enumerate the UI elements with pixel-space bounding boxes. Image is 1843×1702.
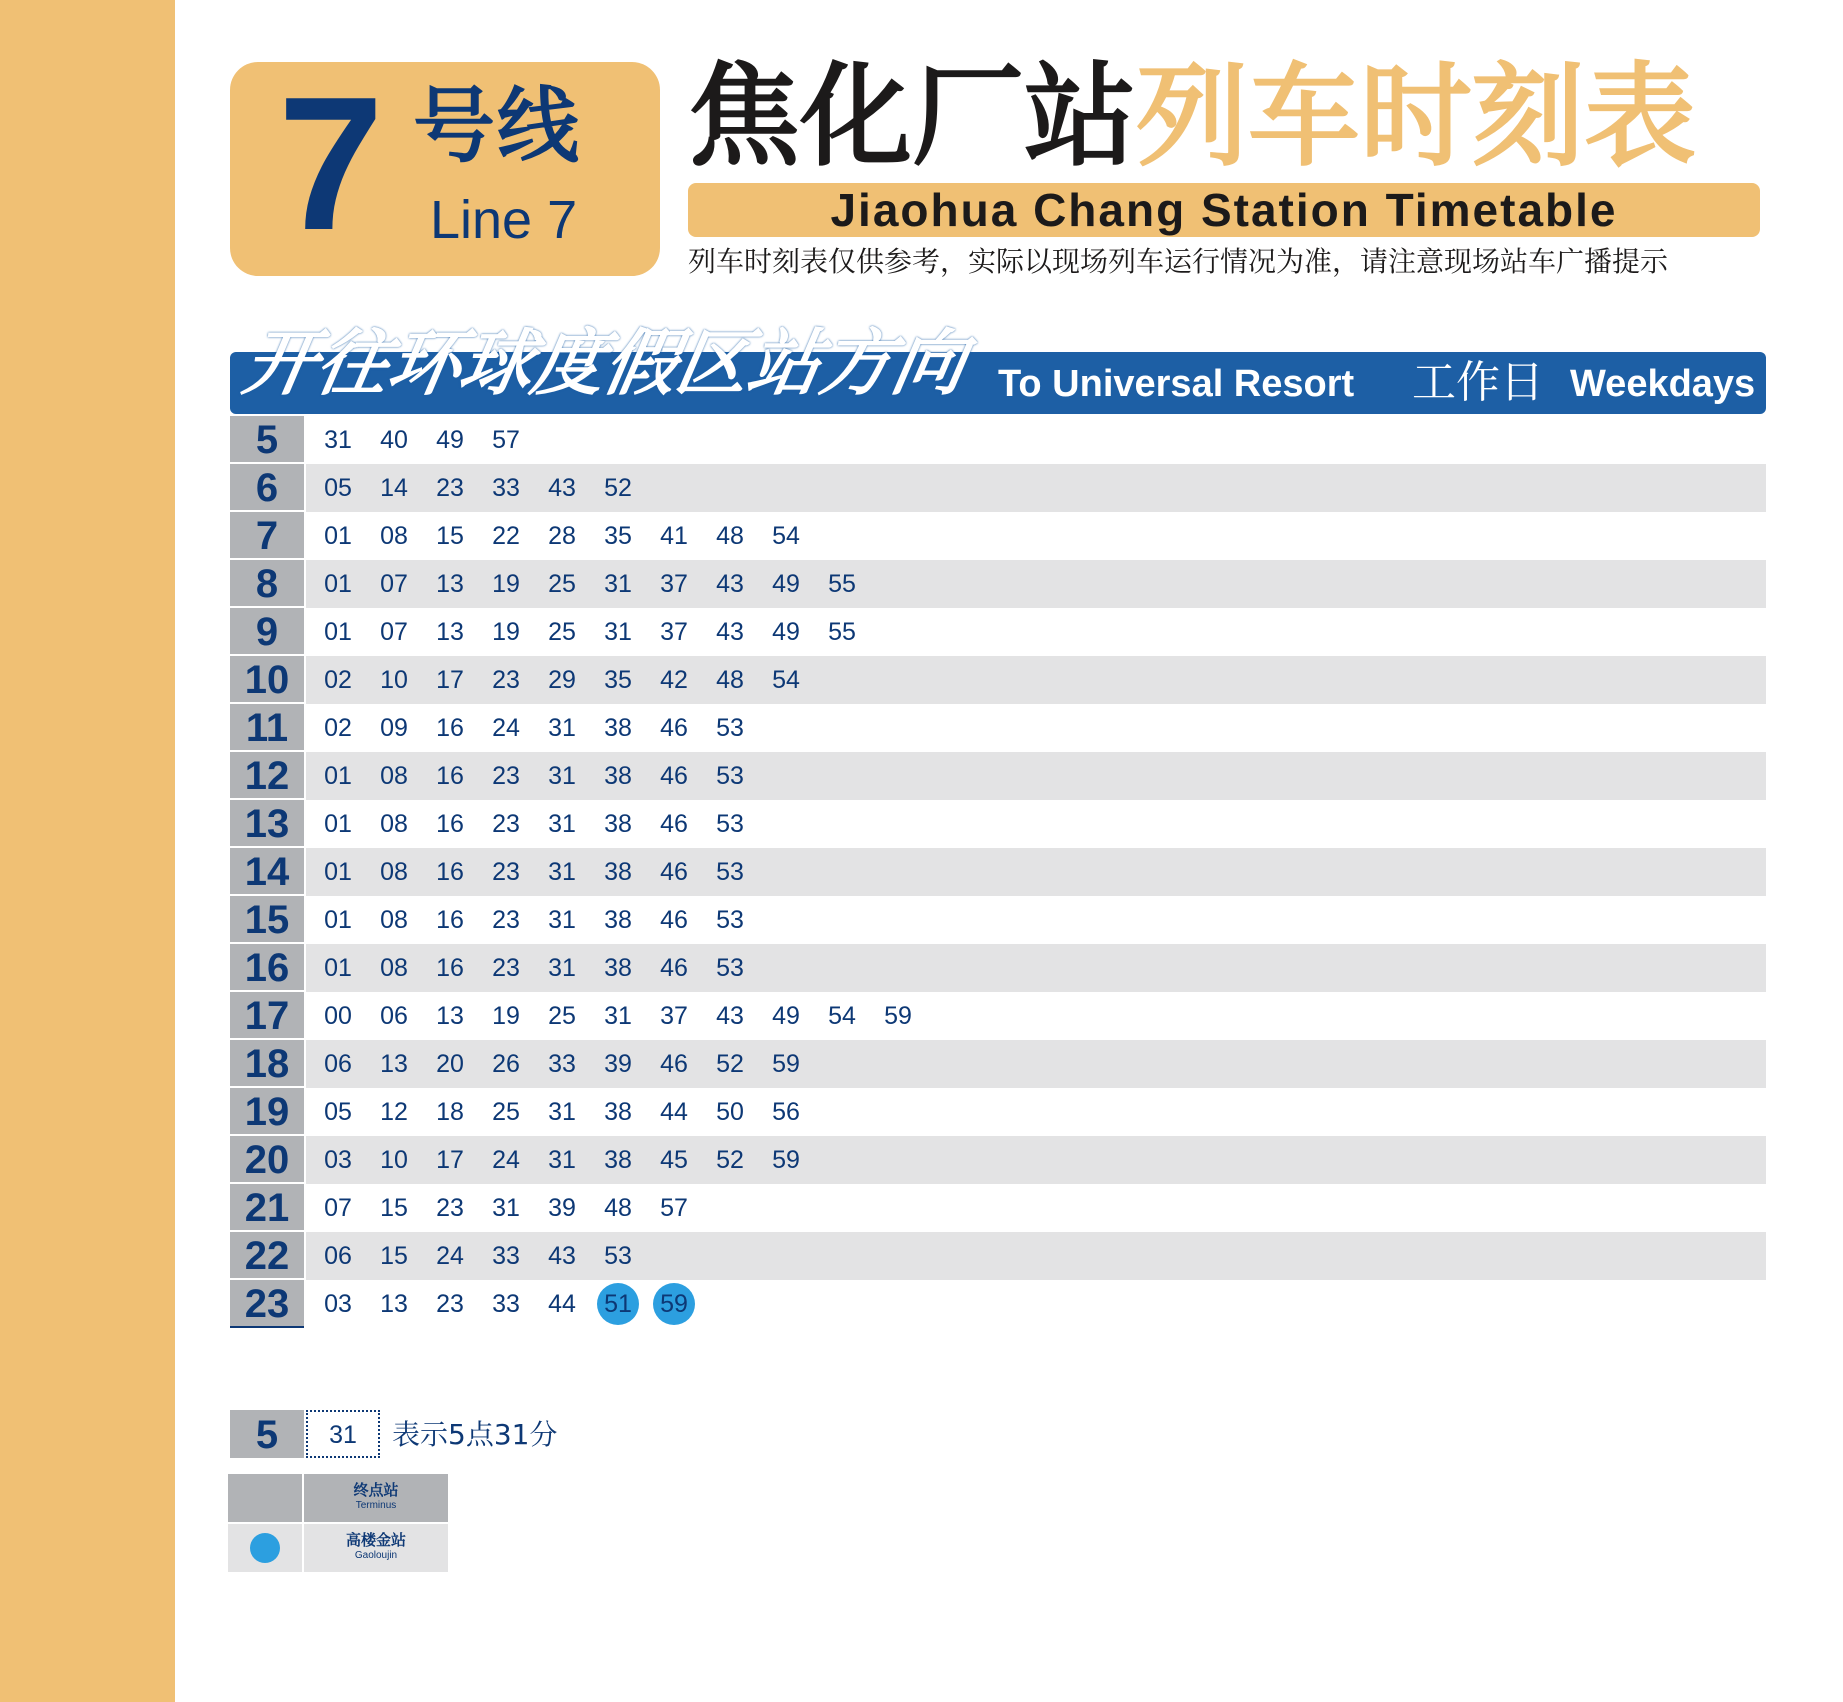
minute-cell: 38 <box>604 1146 632 1174</box>
minute-cell: 08 <box>380 954 408 982</box>
station-name-cn: 焦化厂站 <box>688 52 1136 182</box>
minute-cell: 14 <box>380 474 408 502</box>
minute-cell: 38 <box>604 810 632 838</box>
minute-cell: 00 <box>324 1002 352 1030</box>
key-station-label <box>304 1524 448 1572</box>
minute-cell: 25 <box>492 1098 520 1126</box>
minute-cell: 43 <box>548 1242 576 1270</box>
minute-cell: 42 <box>660 666 688 694</box>
minute-cell: 09 <box>380 714 408 742</box>
minute-cell: 31 <box>548 906 576 934</box>
legend-hour: 5 <box>230 1410 304 1458</box>
minute-cell-terminus: 59 <box>652 1280 696 1328</box>
hour-cell: 13 <box>230 800 304 848</box>
minute-cell: 53 <box>716 714 744 742</box>
minute-cell: 06 <box>380 1002 408 1030</box>
timetable-row <box>230 800 1766 848</box>
minute-cell: 53 <box>716 858 744 886</box>
minute-cell: 05 <box>324 1098 352 1126</box>
minute-cell: 10 <box>380 666 408 694</box>
timetable-row <box>230 1280 1766 1328</box>
minute-cell: 37 <box>660 1002 688 1030</box>
minute-cell: 31 <box>548 954 576 982</box>
minute-cell: 08 <box>380 858 408 886</box>
minute-cell: 46 <box>660 714 688 742</box>
timetable-row <box>230 512 1766 560</box>
minute-cell: 19 <box>492 570 520 598</box>
minute-cell: 15 <box>380 1194 408 1222</box>
minute-cell: 02 <box>324 666 352 694</box>
minute-cell: 41 <box>660 522 688 550</box>
minute-cell: 59 <box>772 1146 800 1174</box>
minute-cell: 43 <box>716 618 744 646</box>
minute-cell: 23 <box>436 1290 464 1318</box>
minute-cell: 31 <box>548 858 576 886</box>
day-type-en: Weekdays <box>1570 363 1756 405</box>
minute-cell: 38 <box>604 954 632 982</box>
minute-cell: 49 <box>772 618 800 646</box>
minute-cell: 48 <box>716 666 744 694</box>
minute-cell: 20 <box>436 1050 464 1078</box>
minute-cell: 54 <box>828 1002 856 1030</box>
minute-cell: 17 <box>436 666 464 694</box>
minute-cell: 01 <box>324 570 352 598</box>
minute-cell: 23 <box>436 474 464 502</box>
minute-cell: 40 <box>380 426 408 454</box>
legend-text: 表示5点31分 <box>392 1418 558 1451</box>
line-number: 7 <box>278 58 384 270</box>
minute-cell: 13 <box>380 1290 408 1318</box>
minute-cell: 03 <box>324 1146 352 1174</box>
key-symbol-cell <box>228 1524 302 1572</box>
terminus-key <box>228 1474 448 1574</box>
timetable-row <box>230 560 1766 608</box>
timetable-row <box>230 656 1766 704</box>
minute-cell: 37 <box>660 618 688 646</box>
minute-cell: 23 <box>492 810 520 838</box>
minute-cell: 38 <box>604 714 632 742</box>
hour-cell: 21 <box>230 1184 304 1232</box>
minute-cell: 26 <box>492 1050 520 1078</box>
timetable-row <box>230 1184 1766 1232</box>
minute-cell: 29 <box>548 666 576 694</box>
minute-cell: 01 <box>324 858 352 886</box>
minute-cell: 50 <box>716 1098 744 1126</box>
key-header-row <box>228 1474 448 1522</box>
minute-cell: 23 <box>492 954 520 982</box>
minute-cell: 08 <box>380 906 408 934</box>
minute-cell: 01 <box>324 810 352 838</box>
minute-cell: 46 <box>660 810 688 838</box>
minute-cell: 48 <box>604 1194 632 1222</box>
minute-cell: 46 <box>660 858 688 886</box>
timetable-row <box>230 1040 1766 1088</box>
minute-cell: 46 <box>660 954 688 982</box>
minute-cell: 13 <box>436 570 464 598</box>
minute-cell: 54 <box>772 522 800 550</box>
key-station-cn: 高楼金站 <box>345 1531 406 1549</box>
hour-cell: 23 <box>230 1280 304 1328</box>
minute-cell: 01 <box>324 618 352 646</box>
minute-cell: 02 <box>324 714 352 742</box>
minute-cell: 18 <box>436 1098 464 1126</box>
minute-cell: 22 <box>492 522 520 550</box>
timetable-row <box>230 416 1766 464</box>
minute-cell: 52 <box>604 474 632 502</box>
page-title-en: Jiaohua Chang Station Timetable <box>830 184 1618 236</box>
notice-text: 列车时刻表仅供参考，实际以现场列车运行情况为准，请注意现场站车广播提示 <box>688 245 1669 278</box>
minute-cell: 43 <box>716 1002 744 1030</box>
minute-cell: 31 <box>324 426 352 454</box>
minute-cell: 38 <box>604 762 632 790</box>
minute-cell: 31 <box>548 762 576 790</box>
hour-cell: 18 <box>230 1040 304 1088</box>
minute-cell: 44 <box>660 1098 688 1126</box>
timetable-row <box>230 752 1766 800</box>
minute-cell: 52 <box>716 1146 744 1174</box>
line-badge <box>230 58 660 276</box>
minute-cell: 01 <box>324 906 352 934</box>
minute-cell: 01 <box>324 762 352 790</box>
minute-cell: 07 <box>380 570 408 598</box>
minute-cell: 15 <box>436 522 464 550</box>
key-header-cn: 终点站 <box>353 1481 399 1499</box>
hour-cell: 15 <box>230 896 304 944</box>
direction-en: To Universal Resort <box>998 363 1355 405</box>
hour-cell: 20 <box>230 1136 304 1184</box>
line-label-cn: 号线 <box>413 79 582 174</box>
minute-cell: 17 <box>436 1146 464 1174</box>
key-header-label <box>304 1474 448 1522</box>
minute-cell: 38 <box>604 906 632 934</box>
minute-cell: 33 <box>492 1242 520 1270</box>
minute-cell: 25 <box>548 1002 576 1030</box>
minute-cell: 31 <box>492 1194 520 1222</box>
minute-cell: 25 <box>548 618 576 646</box>
minute-cell: 12 <box>380 1098 408 1126</box>
key-header-en: Terminus <box>355 1500 397 1511</box>
minute-cell: 46 <box>660 762 688 790</box>
timetable-row <box>230 1088 1766 1136</box>
side-band <box>0 0 175 1702</box>
minute-cell: 31 <box>548 810 576 838</box>
minute-cell: 46 <box>660 1050 688 1078</box>
minute-cell: 49 <box>772 1002 800 1030</box>
minute-cell: 19 <box>492 618 520 646</box>
minute-cell: 31 <box>604 570 632 598</box>
minute-cell: 23 <box>492 762 520 790</box>
minute-cell: 59 <box>772 1050 800 1078</box>
minute-cell: 07 <box>324 1194 352 1222</box>
timetable-row <box>230 848 1766 896</box>
minute-cell: 35 <box>604 666 632 694</box>
minute-cell: 31 <box>604 618 632 646</box>
minute-cell: 57 <box>492 426 520 454</box>
minute-cell: 31 <box>548 714 576 742</box>
terminus-dot-icon <box>250 1533 280 1563</box>
minute-cell: 06 <box>324 1050 352 1078</box>
minute-cell-terminus: 51 <box>596 1280 640 1328</box>
key-station-en: Gaoloujin <box>354 1550 398 1561</box>
line-label-en: Line 7 <box>430 190 578 250</box>
hour-cell: 12 <box>230 752 304 800</box>
key-gaoloujin-row <box>228 1524 448 1572</box>
minute-cell: 49 <box>772 570 800 598</box>
minute-cell: 39 <box>604 1050 632 1078</box>
minute-cell: 03 <box>324 1290 352 1318</box>
key-header-blank <box>228 1474 302 1522</box>
minute-cell: 10 <box>380 1146 408 1174</box>
minute-cell: 28 <box>548 522 576 550</box>
minute-cell: 24 <box>436 1242 464 1270</box>
timetable-row <box>230 992 1766 1040</box>
minute-cell: 16 <box>436 762 464 790</box>
hour-cell: 8 <box>230 560 304 608</box>
timetable <box>230 416 1766 1328</box>
minute-cell: 52 <box>716 1050 744 1078</box>
minute-cell: 53 <box>604 1242 632 1270</box>
minute-cell: 01 <box>324 954 352 982</box>
minute-cell: 08 <box>380 810 408 838</box>
minute-cell: 38 <box>604 1098 632 1126</box>
direction-cn: 开往环球度假区站方向 <box>237 321 973 405</box>
timetable-row <box>230 1136 1766 1184</box>
day-type-cn: 工作日 <box>1412 357 1544 408</box>
minute-cell: 37 <box>660 570 688 598</box>
hour-cell: 10 <box>230 656 304 704</box>
hour-cell: 7 <box>230 512 304 560</box>
minute-cell: 08 <box>380 762 408 790</box>
minute-cell: 13 <box>436 1002 464 1030</box>
minute-cell: 07 <box>380 618 408 646</box>
hour-cell: 14 <box>230 848 304 896</box>
timetable-row <box>230 464 1766 512</box>
hour-cell: 19 <box>230 1088 304 1136</box>
minute-cell: 33 <box>492 1290 520 1318</box>
minute-cell: 55 <box>828 570 856 598</box>
timetable-row <box>230 1232 1766 1280</box>
minute-cell: 31 <box>548 1098 576 1126</box>
minute-cell: 05 <box>324 474 352 502</box>
minute-cell: 25 <box>548 570 576 598</box>
minute-cell: 16 <box>436 714 464 742</box>
timetable-row <box>230 896 1766 944</box>
minute-cell: 55 <box>828 618 856 646</box>
minute-cell: 54 <box>772 666 800 694</box>
hour-cell: 17 <box>230 992 304 1040</box>
minute-cell: 06 <box>324 1242 352 1270</box>
minute-cell: 08 <box>380 522 408 550</box>
minute-cell: 45 <box>660 1146 688 1174</box>
hour-cell: 5 <box>230 416 304 464</box>
hour-cell: 22 <box>230 1232 304 1280</box>
timetable-label-cn: 列车时刻表 <box>1136 52 1696 182</box>
hour-cell: 11 <box>230 704 304 752</box>
minute-cell: 43 <box>716 570 744 598</box>
hour-cell: 6 <box>230 464 304 512</box>
minute-cell: 24 <box>492 1146 520 1174</box>
minute-cell: 33 <box>492 474 520 502</box>
minute-cell: 53 <box>716 810 744 838</box>
minute-cell: 23 <box>492 666 520 694</box>
legend-minute: 31 <box>306 1410 380 1458</box>
title-en-bar <box>688 183 1760 237</box>
minute-cell: 23 <box>436 1194 464 1222</box>
minute-cell: 56 <box>772 1098 800 1126</box>
minute-cell: 16 <box>436 810 464 838</box>
minute-cell: 53 <box>716 762 744 790</box>
minute-cell: 53 <box>716 954 744 982</box>
minute-cell: 38 <box>604 858 632 886</box>
minute-cell: 15 <box>380 1242 408 1270</box>
minute-cell: 57 <box>660 1194 688 1222</box>
minute-cell: 13 <box>436 618 464 646</box>
minute-cell: 16 <box>436 954 464 982</box>
minute-cell: 43 <box>548 474 576 502</box>
minute-cell: 39 <box>548 1194 576 1222</box>
minute-cell: 19 <box>492 1002 520 1030</box>
minute-cell: 16 <box>436 906 464 934</box>
minute-cell: 23 <box>492 906 520 934</box>
minute-cell: 13 <box>380 1050 408 1078</box>
hour-cell: 16 <box>230 944 304 992</box>
minute-cell: 44 <box>548 1290 576 1318</box>
minute-cell: 31 <box>604 1002 632 1030</box>
minute-cell: 23 <box>492 858 520 886</box>
minute-cell: 49 <box>436 426 464 454</box>
minute-cell: 53 <box>716 906 744 934</box>
timetable-row <box>230 944 1766 992</box>
minute-cell: 59 <box>884 1002 912 1030</box>
minute-cell: 48 <box>716 522 744 550</box>
minute-cell: 33 <box>548 1050 576 1078</box>
minute-cell: 16 <box>436 858 464 886</box>
hour-cell: 9 <box>230 608 304 656</box>
minute-cell: 31 <box>548 1146 576 1174</box>
minute-cell: 24 <box>492 714 520 742</box>
timetable-row <box>230 608 1766 656</box>
minute-cell: 01 <box>324 522 352 550</box>
minute-cell: 35 <box>604 522 632 550</box>
page-title <box>688 52 1696 182</box>
minute-cell: 46 <box>660 906 688 934</box>
timetable-row <box>230 704 1766 752</box>
